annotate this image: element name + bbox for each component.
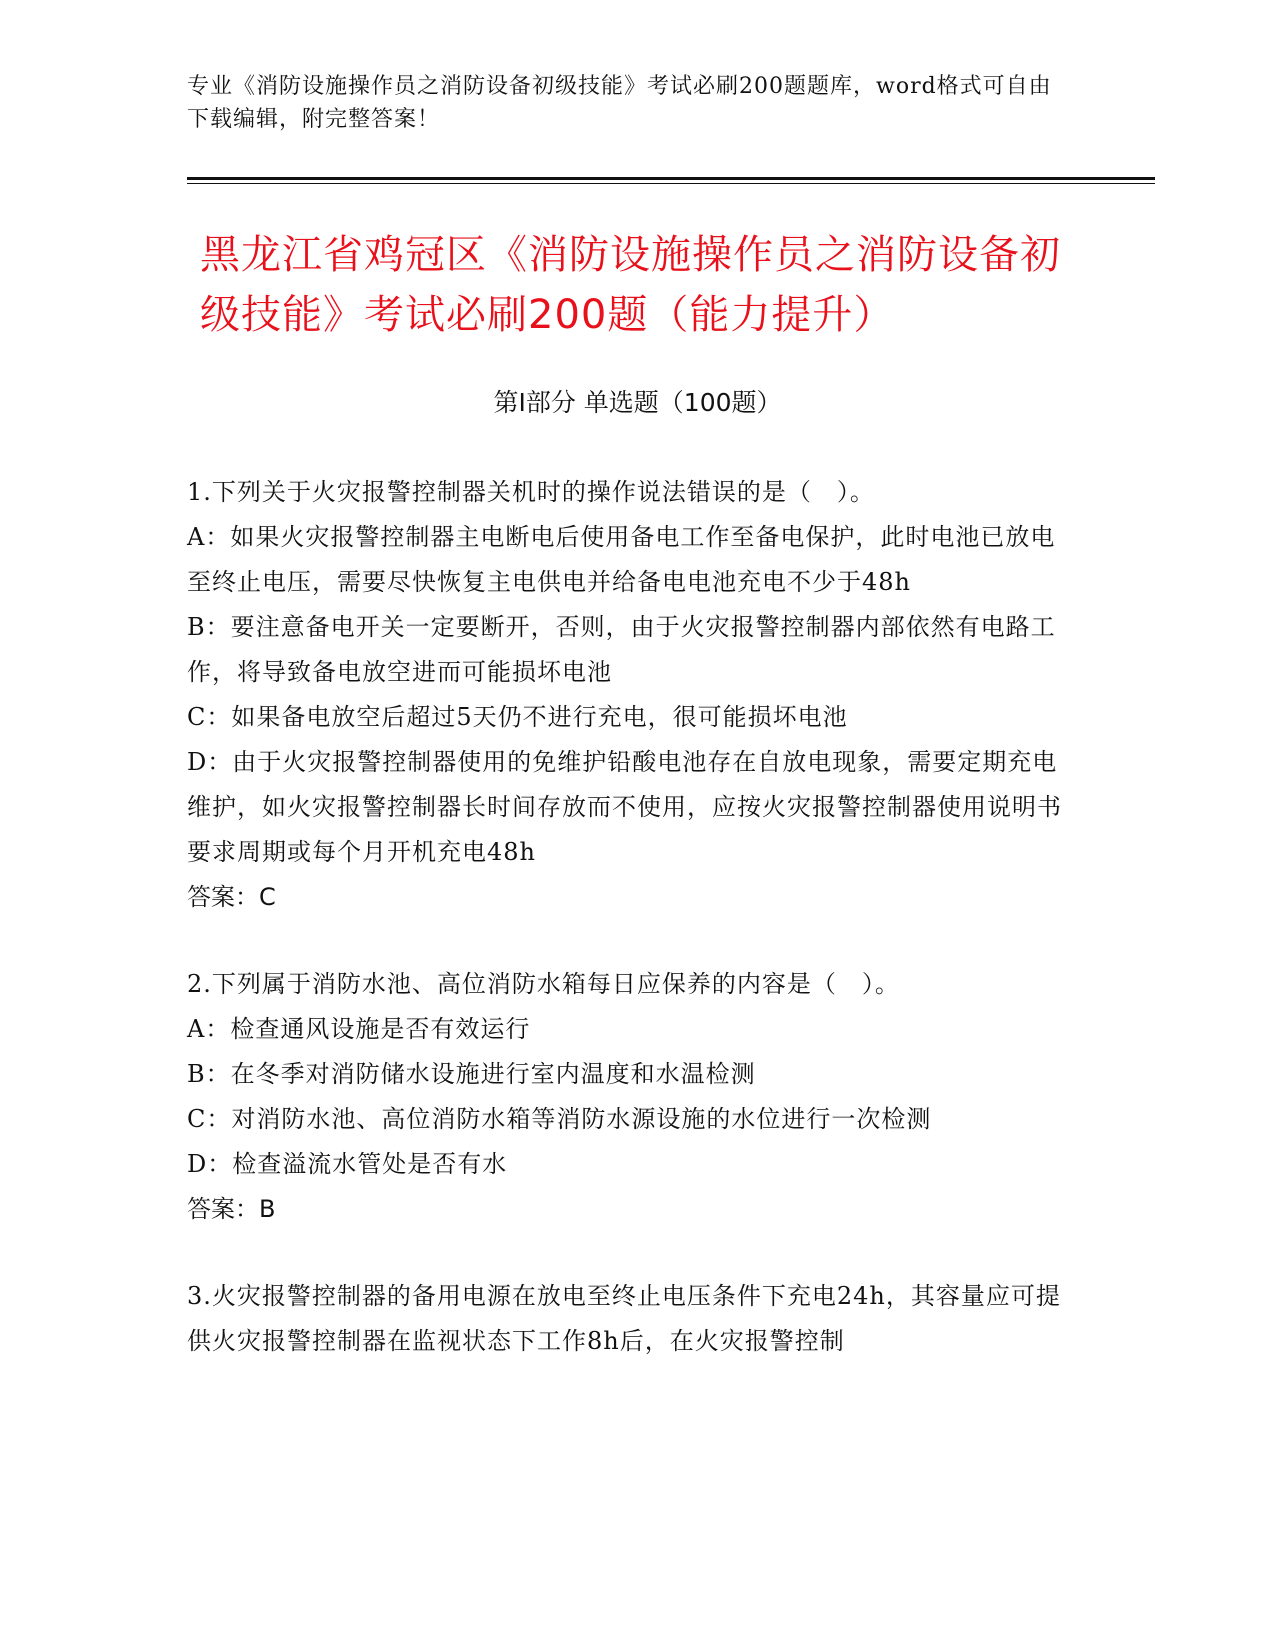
option-d: D：由于火灾报警控制器使用的免维护铅酸电池存在自放电现象，需要定期充电维护，如火灾报警控制器长时间存放而不使用，应按火灾报警控制器使用说明书要求周期或每个月开机充电48h xyxy=(187,748,1062,866)
header-divider-thick xyxy=(187,177,1155,180)
question-1 xyxy=(187,470,1067,920)
option-b: B：在冬季对消防储水设施进行室内温度和水温检测 xyxy=(187,1060,756,1088)
option-a: A：如果火灾报警控制器主电断电后使用备电工作至备电保护，此时电池已放电至终止电压，需要尽快恢复主电供电并给备电电池充电不少于48h xyxy=(187,523,1056,596)
option-c: C：对消防水池、高位消防水箱等消防水源设施的水位进行一次检测 xyxy=(187,1105,932,1133)
section-heading: 第Ⅰ部分 单选题（100题） xyxy=(493,388,782,417)
answer-label: 答案：C xyxy=(187,883,276,911)
option-a: A：检查通风设施是否有效运行 xyxy=(187,1015,531,1043)
question-stem: 2.下列属于消防水池、高位消防水箱每日应保养的内容是（ ）。 xyxy=(187,970,900,998)
document-title: 黑龙江省鸡冠区《消防设施操作员之消防设备初级技能》考试必刷200题（能力提升） xyxy=(200,232,1061,338)
option-d: D：检查溢流水管处是否有水 xyxy=(187,1150,508,1178)
question-stem: 1.下列关于火灾报警控制器关机时的操作说法错误的是（ ）。 xyxy=(187,478,875,506)
option-b: B：要注意备电开关一定要断开，否则，由于火灾报警控制器内部依然有电路工作，将导致备电放空进而可能损坏电池 xyxy=(187,613,1056,686)
question-3 xyxy=(187,1274,1067,1364)
question-stem: 3.火灾报警控制器的备用电源在放电至终止电压条件下充电24h，其容量应可提供火灾报警控制器在监视状态下工作8h后，在火灾报警控制 xyxy=(187,1282,1061,1355)
header-divider-thin xyxy=(187,183,1155,184)
answer-label: 答案：B xyxy=(187,1195,276,1223)
header-note: 专业《消防设施操作员之消防设备初级技能》考试必刷200题题库，word格式可自由下载编辑，附完整答案！ xyxy=(187,74,1052,132)
question-2 xyxy=(187,962,1067,1232)
question-list xyxy=(187,470,1067,1406)
option-c: C：如果备电放空后超过5天仍不进行充电，很可能损坏电池 xyxy=(187,703,848,731)
